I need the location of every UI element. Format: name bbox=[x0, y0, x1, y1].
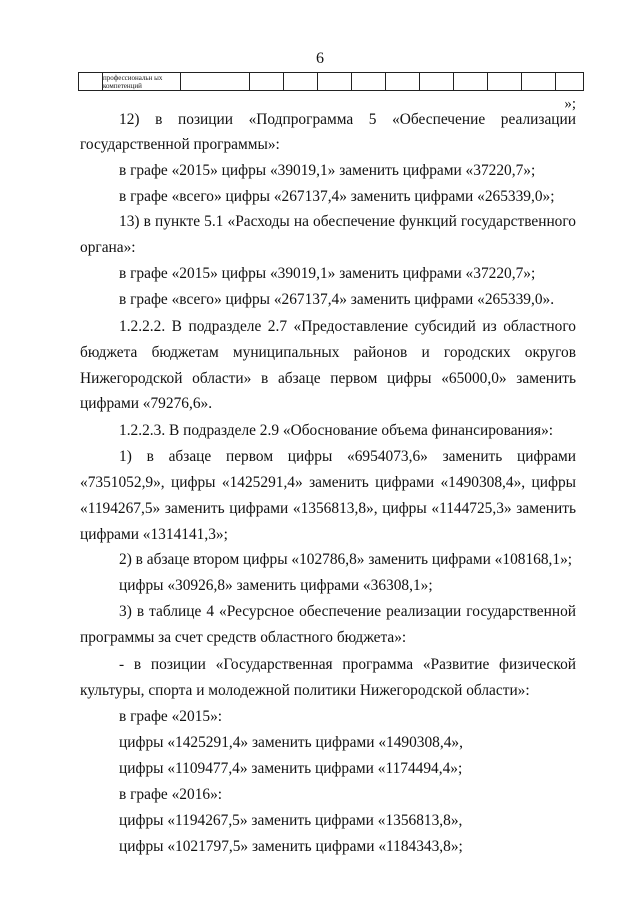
text-line: 2) в абзаце втором цифры «102786,8» заменить цифрами «108168,1»; bbox=[119, 551, 573, 568]
table-cell-competencies: профессиональн ых компетенций bbox=[103, 73, 181, 91]
text-line: 3) в таблице 4 «Ресурсное обеспечение реализации государственной bbox=[119, 603, 576, 620]
text-line: в графе «2015» цифры «39019,1» заменить цифрами «37220,7»; bbox=[119, 162, 536, 179]
text-line: 1) в абзаце первом цифры «6954073,6» заменить цифрами bbox=[119, 448, 576, 465]
text-line: 1.2.2.2. В подразделе 2.7 «Предоставление субсидий из областного bbox=[119, 318, 576, 335]
text-line: культуры, спорта и молодежной политики Нижегородской области»: bbox=[80, 682, 530, 699]
text-line: в графе «2015»: bbox=[119, 708, 223, 725]
text-line: «7351052,9», цифры «1425291,4» заменить цифрами «1490308,4», цифры bbox=[80, 474, 576, 491]
text-line: в графе «всего» цифры «267137,4» заменить цифрами «265339,0». bbox=[119, 291, 555, 308]
text-line: цифрами «79276,6». bbox=[80, 395, 213, 412]
text-line: «1194267,5» заменить цифрами «1356813,8», цифры «1144725,3» заменить bbox=[80, 500, 576, 517]
text-line: бюджета бюджетам муниципальных районов и городских округов bbox=[80, 344, 576, 361]
text-line: цифры «1425291,4» заменить цифрами «1490308,4», bbox=[119, 734, 463, 751]
page-number: 6 bbox=[316, 50, 324, 67]
text-line: государственной программы»: bbox=[80, 136, 280, 153]
closing-quote: »; bbox=[564, 96, 576, 112]
text-line: Нижегородской области» в абзаце первом цифры «65000,0» заменить bbox=[80, 370, 576, 387]
text-line: в графе «2016»: bbox=[119, 786, 223, 803]
table-row bbox=[79, 73, 584, 91]
text-line: 1.2.2.3. В подразделе 2.9 «Обоснование объема финансирования»: bbox=[119, 422, 554, 439]
text-line: органа»: bbox=[80, 239, 136, 256]
text-line: в графе «всего» цифры «267137,4» заменить цифрами «265339,0»; bbox=[119, 188, 555, 205]
text-line: цифры «30926,8» заменить цифрами «36308,1»; bbox=[119, 577, 433, 594]
text-line: цифры «1021797,5» заменить цифрами «1184343,8»; bbox=[119, 838, 463, 855]
table-fragment bbox=[78, 72, 584, 91]
text-line: 12) в позиции «Подпрограмма 5 «Обеспечение реализации bbox=[119, 111, 576, 128]
text-line: 13) в пункте 5.1 «Расходы на обеспечение функций государственного bbox=[119, 213, 576, 230]
text-line: программы за счет средств областного бюджета»: bbox=[80, 629, 407, 646]
text-line: цифры «1194267,5» заменить цифрами «1356813,8», bbox=[119, 812, 463, 829]
text-line: цифры «1109477,4» заменить цифрами «1174494,4»; bbox=[119, 760, 463, 777]
text-line: цифрами «1314141,3»; bbox=[80, 526, 228, 543]
text-line: - в позиции «Государственная программа «Развитие физической bbox=[119, 656, 576, 673]
text-line: в графе «2015» цифры «39019,1» заменить цифрами «37220,7»; bbox=[119, 265, 536, 282]
